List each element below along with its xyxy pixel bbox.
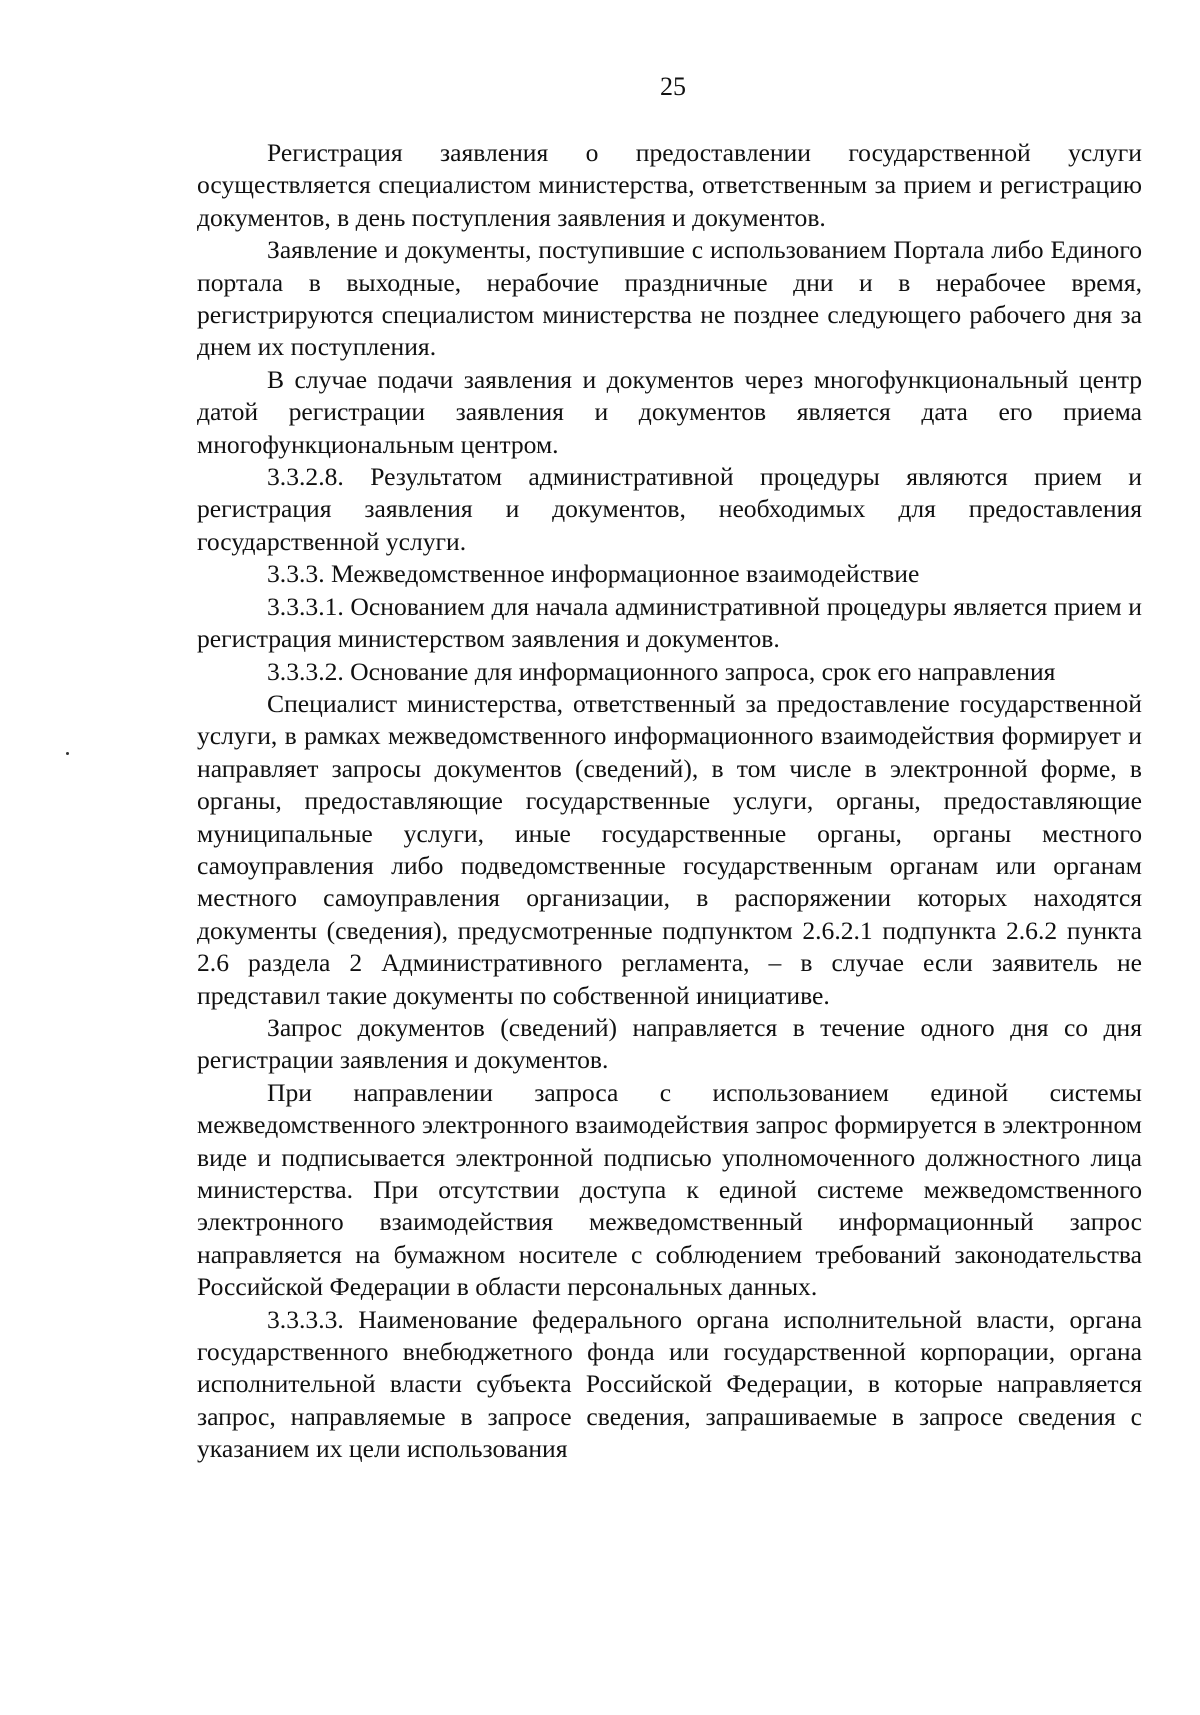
scan-speck: [66, 752, 69, 755]
paragraph: Заявление и документы, поступившие с использованием Портала либо Единого портала в выходные, нерабочие праздничные дни и в нерабочее время, регистрируются специалистом министерства не позднее следующего рабочего дня за днем их поступления.: [197, 235, 1142, 362]
paragraph: 3.3.3.2. Основание для информационного запроса, срок его направления: [267, 656, 1056, 686]
paragraph: Специалист министерства, ответственный за предоставление государственной услуги, в рамках межведомственного информационного взаимодействия формирует и направляет запросы документов (сведений), в том числе в электронной форме, в органы, предоставляющие государственные услуги, органы, предоставляющие муниципальные услуги, иные государственные органы, органы местного самоуправления либо подведомственные государственным органам или органам местного самоуправления организации, в распоряжении которых находятся документы (сведения), предусмотренные подпунктом 2.6.2.1 подпункта 2.6.2 пункта 2.6 раздела 2 Административного регламента, – в случае если заявитель не представил такие документы по собственной инициативе.: [197, 688, 1142, 1010]
paragraph: 3.3.3.3. Наименование федерального органа исполнительной власти, органа государственного внебюджетного фонда или государственной корпорации, органа исполнительной власти субъекта Российской Федерации, в которые направляется запрос, направляемые в запросе сведения, запрашиваемые в запросе сведения с указанием их цели использования: [197, 1304, 1142, 1464]
section-heading: 3.3.3. Межведомственное информационное взаимодействие: [267, 559, 920, 589]
paragraph: При направлении запроса с использованием единой системы межведомственного электронного взаимодействия запрос формируется в электронном виде и подписывается электронной подписью уполномоченного должностного лица министерства. При отсутствии доступа к единой системе межведомственного электронного взаимодействия межведомственный информационный запрос направляется на бумажном носителе с соблюдением требований законодательства Российской Федерации в области персональных данных.: [197, 1077, 1142, 1302]
paragraph: Запрос документов (сведений) направляется в течение одного дня со дня регистрации заявления и документов.: [197, 1012, 1142, 1075]
document-body: [197, 137, 1142, 1466]
page-number: 25: [660, 72, 686, 101]
paragraph: 3.3.3.1. Основанием для начала административной процедуры является прием и регистрация министерством заявления и документов.: [197, 591, 1142, 654]
paragraph: Регистрация заявления о предоставлении государственной услуги осуществляется специалистом министерства, ответственным за прием и регистрацию документов, в день поступления заявления и документов.: [197, 138, 1142, 232]
paragraph: В случае подачи заявления и документов через многофункциональный центр датой регистрации заявления и документов является дата его приема многофункциональным центром.: [197, 364, 1142, 459]
paragraph: 3.3.2.8. Результатом административной процедуры являются прием и регистрация заявления и документов, необходимых для предоставления государственной услуги.: [197, 462, 1142, 556]
